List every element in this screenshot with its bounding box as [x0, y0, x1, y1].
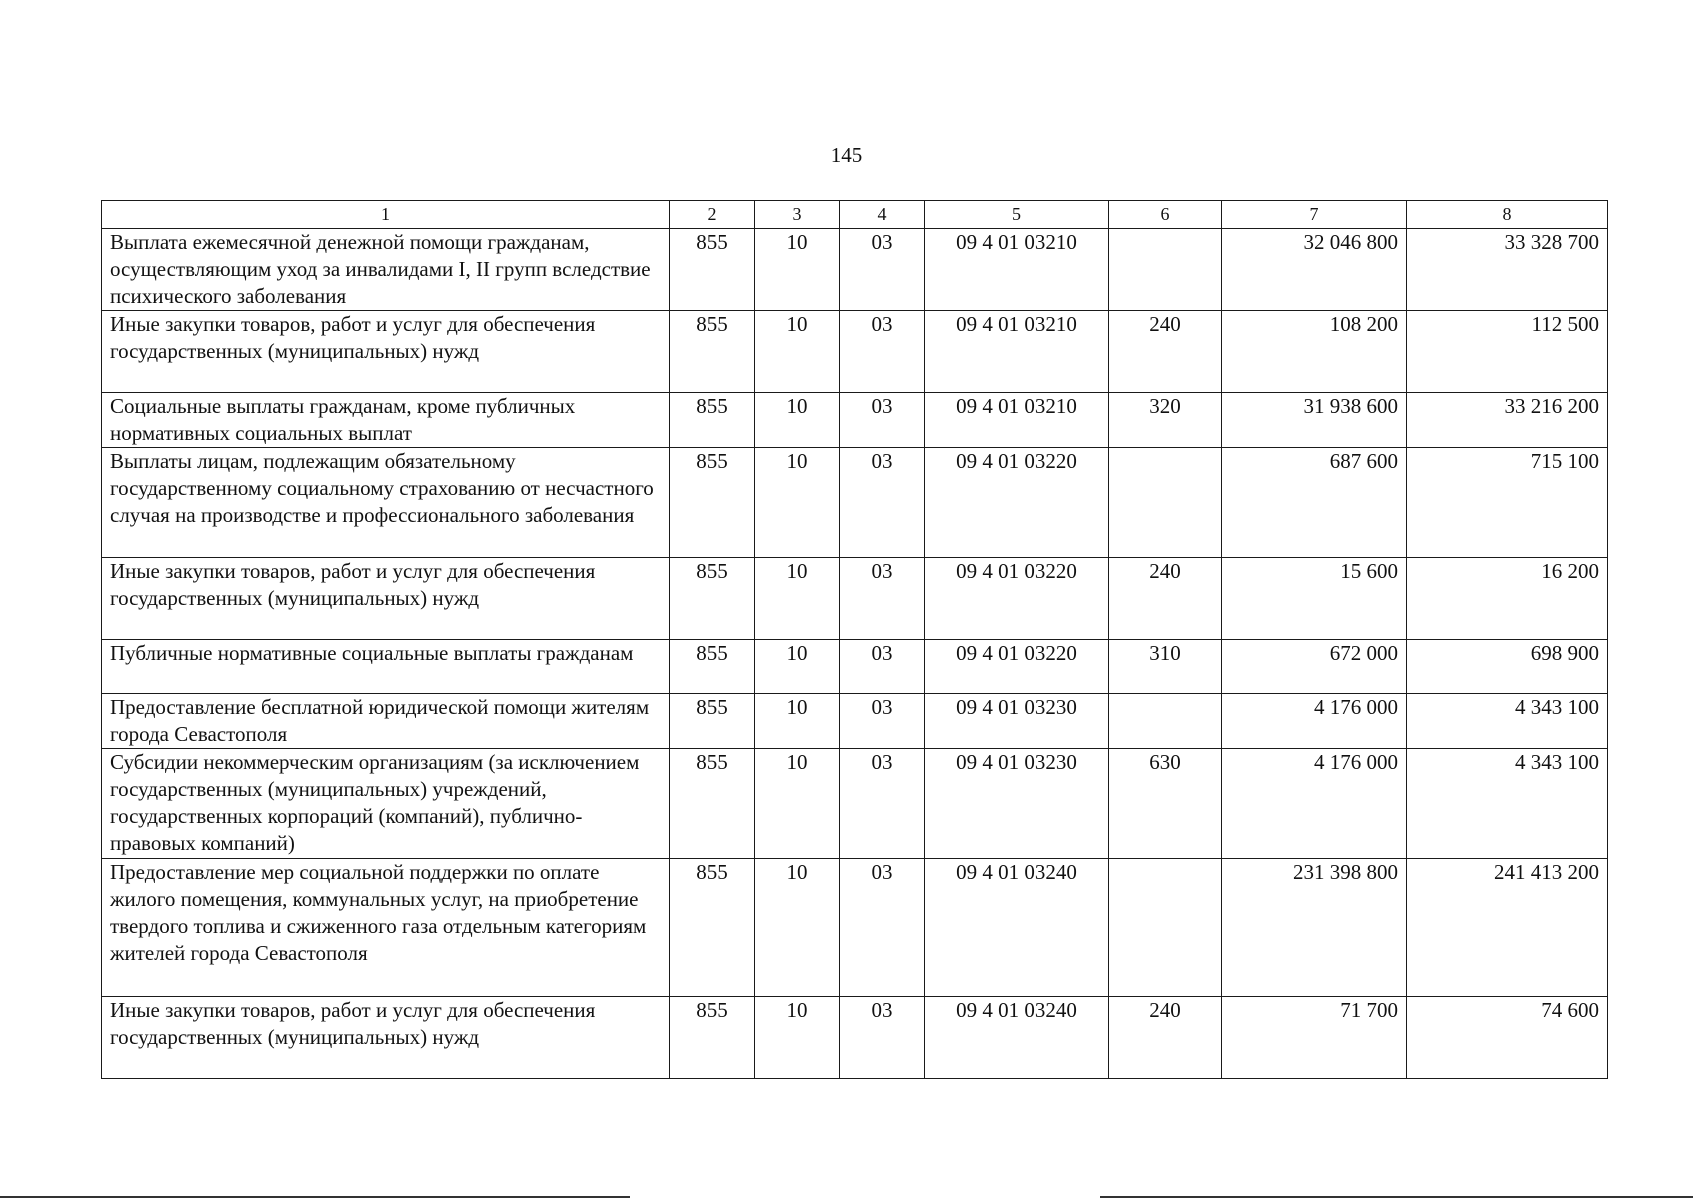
row-pr: 03 — [840, 311, 925, 393]
row-csr: 09 4 01 03230 — [925, 694, 1109, 749]
table-row — [102, 229, 1608, 311]
row-name: Выплата ежемесячной денежной помощи гражданам, осуществляющим уход за инвалидами I, II групп вследствие психического заболевания — [102, 229, 670, 311]
row-sum1: 687 600 — [1222, 448, 1407, 558]
row-vr: 240 — [1109, 311, 1222, 393]
row-pr: 03 — [840, 393, 925, 448]
row-name: Социальные выплаты гражданам, кроме публичных нормативных социальных выплат — [102, 393, 670, 448]
row-ved: 855 — [670, 558, 755, 640]
table-body — [102, 229, 1608, 1079]
row-sum1: 15 600 — [1222, 558, 1407, 640]
table-row — [102, 997, 1608, 1079]
row-csr: 09 4 01 03220 — [925, 558, 1109, 640]
row-sum2: 4 343 100 — [1407, 749, 1608, 859]
row-sum2: 4 343 100 — [1407, 694, 1608, 749]
row-pr: 03 — [840, 694, 925, 749]
table-header — [102, 201, 1608, 229]
row-sum2: 112 500 — [1407, 311, 1608, 393]
row-name: Иные закупки товаров, работ и услуг для обеспечения государственных (муниципальных) нужд — [102, 311, 670, 393]
table-row — [102, 393, 1608, 448]
row-pr: 03 — [840, 448, 925, 558]
row-sum1: 4 176 000 — [1222, 749, 1407, 859]
row-name: Публичные нормативные социальные выплаты гражданам — [102, 640, 670, 694]
row-ved: 855 — [670, 393, 755, 448]
row-pr: 03 — [840, 229, 925, 311]
row-csr: 09 4 01 03240 — [925, 859, 1109, 997]
row-vr — [1109, 694, 1222, 749]
row-pr: 03 — [840, 859, 925, 997]
row-ved: 855 — [670, 997, 755, 1079]
column-header: 8 — [1407, 201, 1608, 229]
row-sum1: 71 700 — [1222, 997, 1407, 1079]
table-row — [102, 311, 1608, 393]
row-csr: 09 4 01 03240 — [925, 997, 1109, 1079]
row-vr: 240 — [1109, 558, 1222, 640]
row-sum1: 4 176 000 — [1222, 694, 1407, 749]
bottom-scan-line-right — [1100, 1196, 1693, 1198]
column-header: 7 — [1222, 201, 1407, 229]
row-csr: 09 4 01 03210 — [925, 229, 1109, 311]
row-sum2: 16 200 — [1407, 558, 1608, 640]
row-vr — [1109, 229, 1222, 311]
bottom-scan-line-left — [0, 1196, 630, 1198]
row-rz: 10 — [755, 448, 840, 558]
table-row — [102, 749, 1608, 859]
column-header: 1 — [102, 201, 670, 229]
row-csr: 09 4 01 03210 — [925, 393, 1109, 448]
row-ved: 855 — [670, 448, 755, 558]
column-header: 4 — [840, 201, 925, 229]
column-header: 2 — [670, 201, 755, 229]
row-rz: 10 — [755, 558, 840, 640]
row-ved: 855 — [670, 229, 755, 311]
row-rz: 10 — [755, 997, 840, 1079]
row-pr: 03 — [840, 558, 925, 640]
row-sum2: 241 413 200 — [1407, 859, 1608, 997]
row-sum1: 108 200 — [1222, 311, 1407, 393]
column-header: 6 — [1109, 201, 1222, 229]
row-ved: 855 — [670, 694, 755, 749]
row-sum2: 33 216 200 — [1407, 393, 1608, 448]
row-rz: 10 — [755, 393, 840, 448]
row-name: Выплаты лицам, подлежащим обязательному государственному социальному страхованию от несчастного случая на производстве и профессионального заболевания — [102, 448, 670, 558]
row-sum2: 698 900 — [1407, 640, 1608, 694]
row-vr — [1109, 448, 1222, 558]
row-sum2: 74 600 — [1407, 997, 1608, 1079]
row-name: Иные закупки товаров, работ и услуг для обеспечения государственных (муниципальных) нужд — [102, 558, 670, 640]
header-row — [102, 201, 1608, 229]
row-pr: 03 — [840, 640, 925, 694]
table-row — [102, 448, 1608, 558]
row-pr: 03 — [840, 997, 925, 1079]
row-csr: 09 4 01 03220 — [925, 448, 1109, 558]
row-name: Иные закупки товаров, работ и услуг для обеспечения государственных (муниципальных) нужд — [102, 997, 670, 1079]
table-row — [102, 694, 1608, 749]
row-vr — [1109, 859, 1222, 997]
column-header: 3 — [755, 201, 840, 229]
row-ved: 855 — [670, 749, 755, 859]
row-rz: 10 — [755, 311, 840, 393]
row-vr: 320 — [1109, 393, 1222, 448]
row-name: Предоставление мер социальной поддержки по оплате жилого помещения, коммунальных услуг, на приобретение твердого топлива и сжиженного газа отдельным категориям жителей города Севастополя — [102, 859, 670, 997]
table-row — [102, 640, 1608, 694]
row-vr: 240 — [1109, 997, 1222, 1079]
row-rz: 10 — [755, 229, 840, 311]
row-ved: 855 — [670, 859, 755, 997]
row-sum2: 715 100 — [1407, 448, 1608, 558]
row-vr: 630 — [1109, 749, 1222, 859]
table-row — [102, 859, 1608, 997]
table-row — [102, 558, 1608, 640]
row-ved: 855 — [670, 640, 755, 694]
row-sum1: 672 000 — [1222, 640, 1407, 694]
row-csr: 09 4 01 03220 — [925, 640, 1109, 694]
row-rz: 10 — [755, 859, 840, 997]
row-sum1: 31 938 600 — [1222, 393, 1407, 448]
column-header: 5 — [925, 201, 1109, 229]
row-name: Предоставление бесплатной юридической помощи жителям города Севастополя — [102, 694, 670, 749]
row-rz: 10 — [755, 694, 840, 749]
row-rz: 10 — [755, 640, 840, 694]
row-csr: 09 4 01 03210 — [925, 311, 1109, 393]
page-number: 145 — [830, 143, 863, 167]
row-csr: 09 4 01 03230 — [925, 749, 1109, 859]
row-sum2: 33 328 700 — [1407, 229, 1608, 311]
row-sum1: 231 398 800 — [1222, 859, 1407, 997]
row-sum1: 32 046 800 — [1222, 229, 1407, 311]
row-pr: 03 — [840, 749, 925, 859]
row-name: Субсидии некоммерческим организациям (за исключением государственных (муниципальных) учреждений, государственных корпораций (компаний), публично-правовых компаний) — [102, 749, 670, 859]
row-vr: 310 — [1109, 640, 1222, 694]
row-rz: 10 — [755, 749, 840, 859]
row-ved: 855 — [670, 311, 755, 393]
budget-table — [101, 200, 1608, 1079]
